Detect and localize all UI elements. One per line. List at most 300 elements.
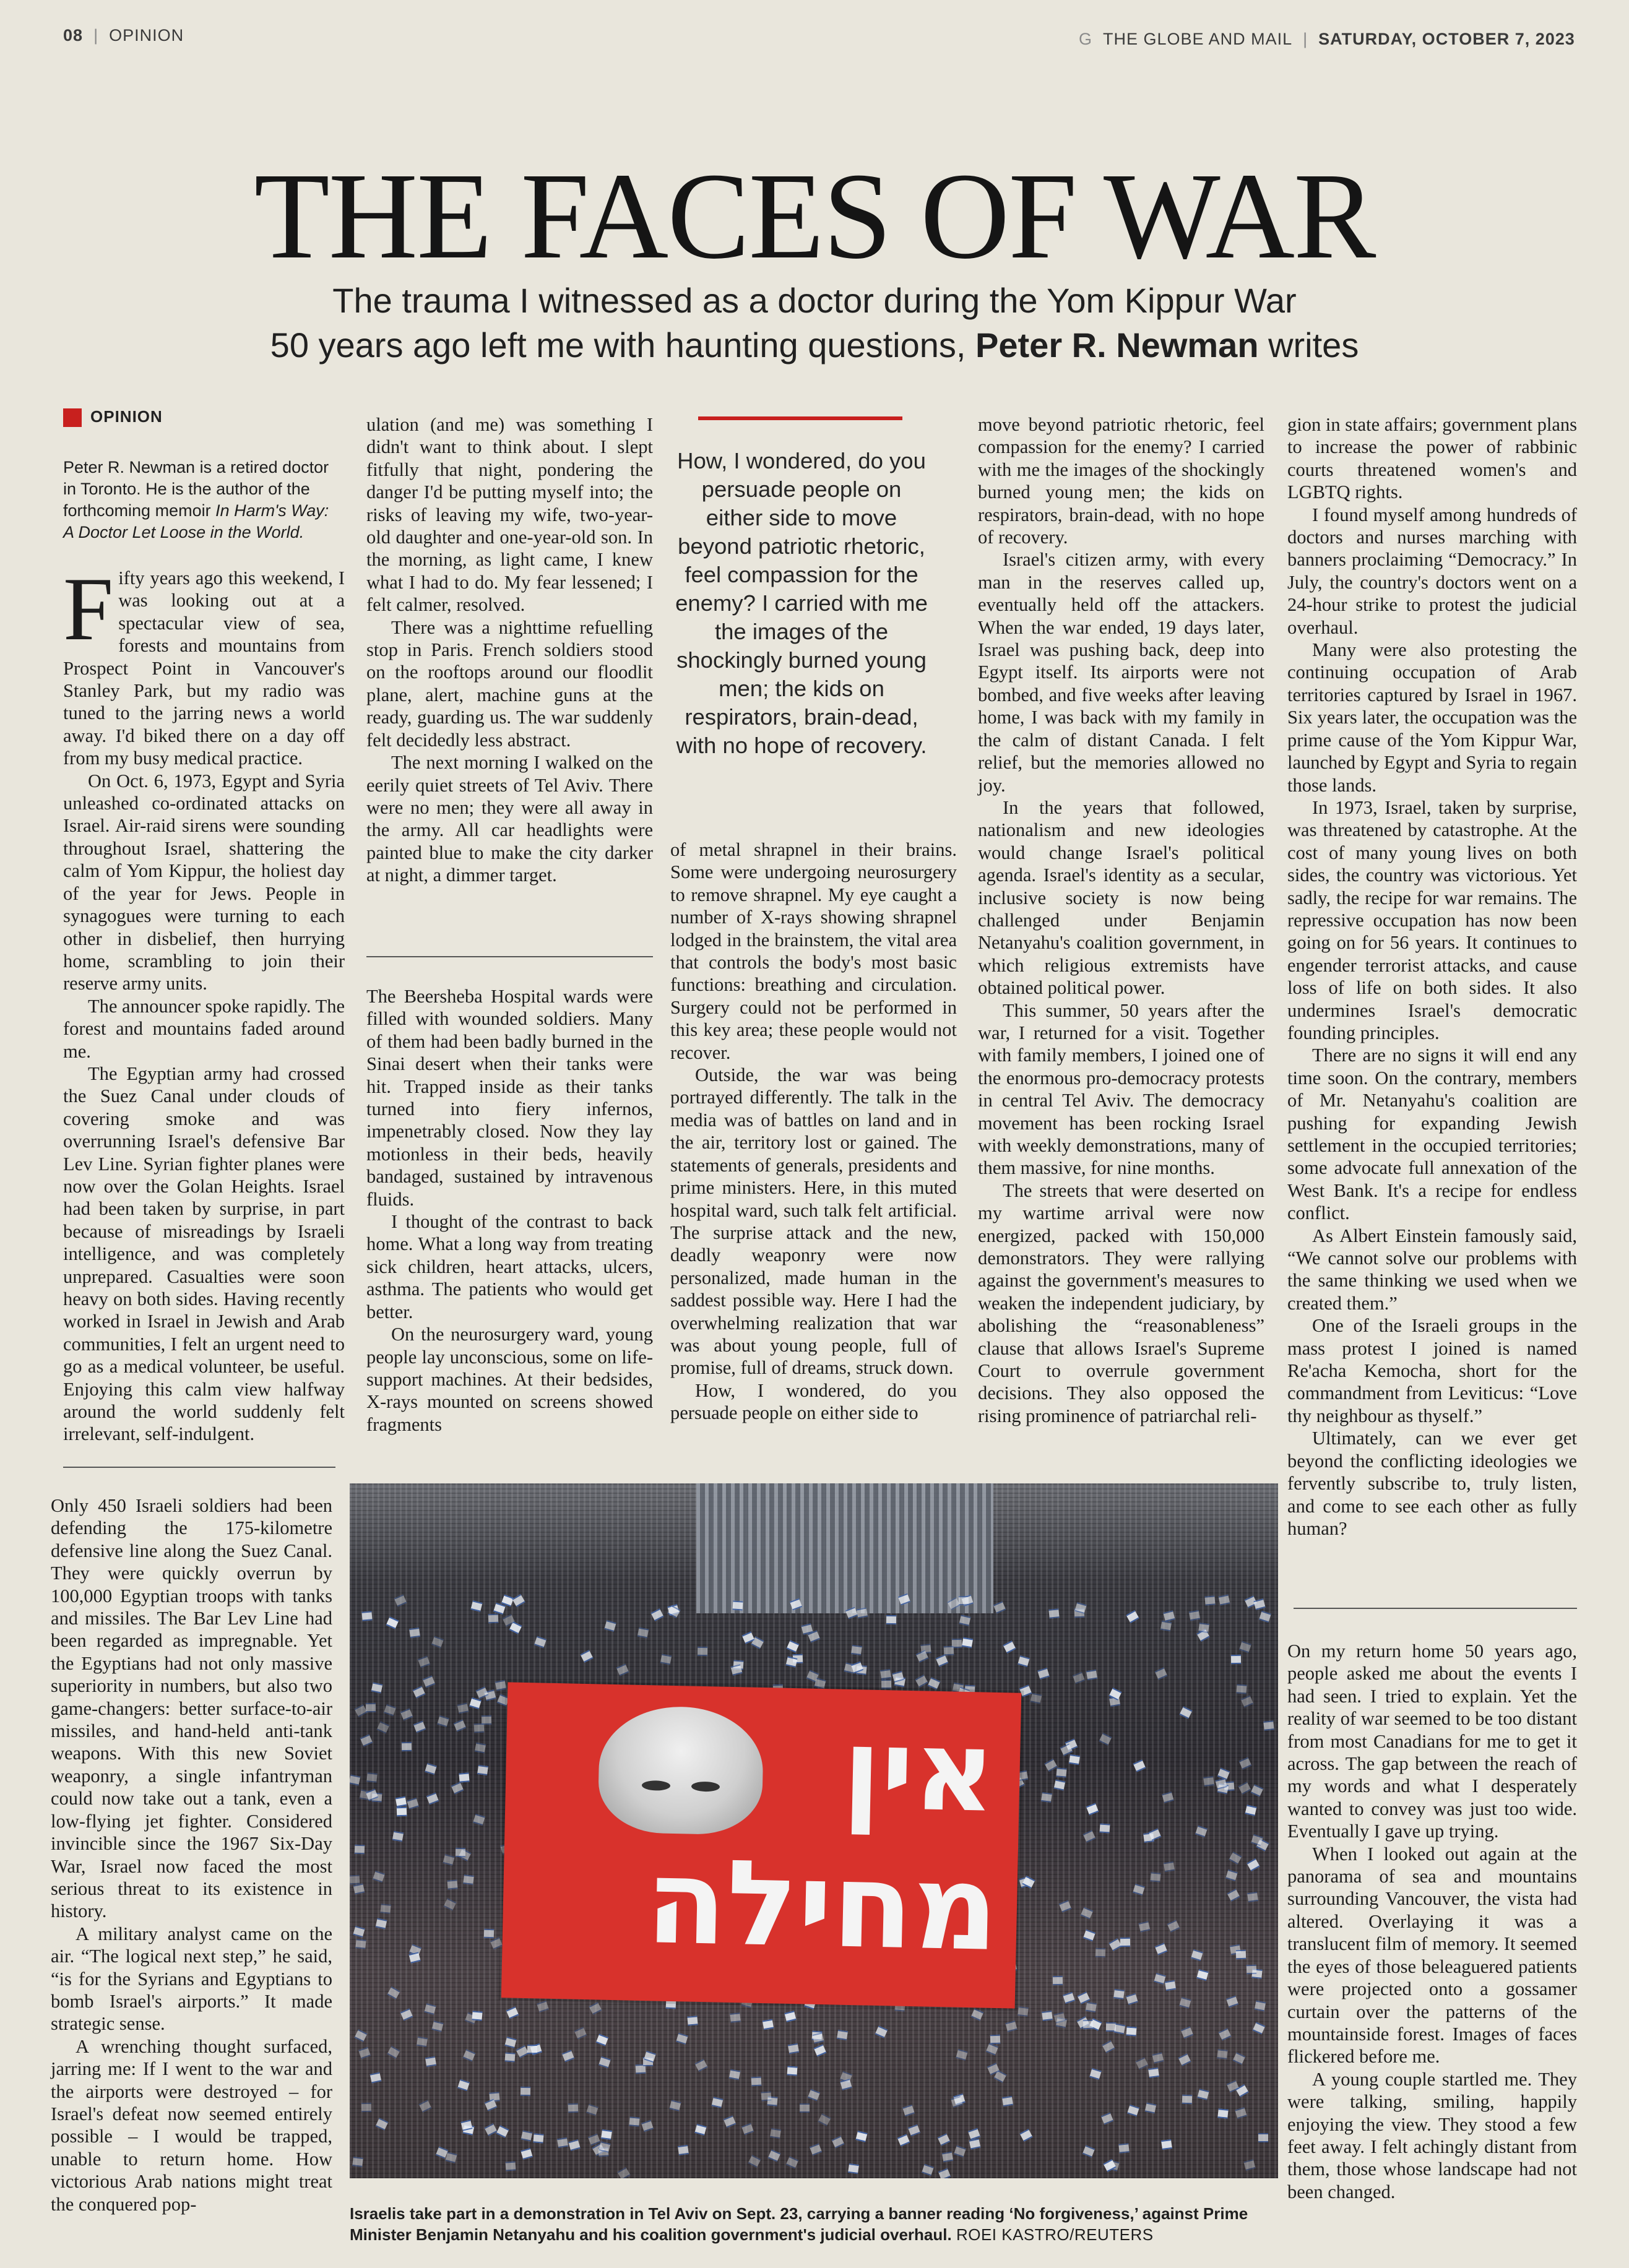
crowd-flag	[1018, 2006, 1029, 2017]
protest-photo	[350, 1483, 1278, 2178]
deck-line-2-text: 50 years ago left me with haunting questions,	[270, 326, 976, 364]
paragraph: ifty years ago this weekend, I was looking out at a spectacular view of sea, forests and mountains from Prospect Point in Vancouver's Stanley Park, but my radio was tuned to the jarring news a world away. I'd biked there on a day off from my busy medical practice.	[63, 567, 345, 769]
crowd-flag	[373, 1871, 385, 1882]
crowd-flag	[400, 1709, 413, 1721]
crowd-flag	[562, 2050, 574, 2063]
crowd-flag	[437, 1715, 449, 1727]
crowd-flag	[1113, 1989, 1125, 1999]
crowd-flag	[1239, 1641, 1251, 1653]
bio-text: Peter R. Newman is a retired doctor in Toronto. He is the author of the forthcoming memoir	[63, 458, 329, 520]
paragraph: The announcer spoke rapidly. The forest and mountains faded around me.	[63, 995, 345, 1062]
crowd-flag	[394, 1594, 407, 1606]
headline: THE FACES OF WAR	[254, 148, 1375, 285]
crowd-flag	[732, 1600, 743, 1610]
paragraph: I found myself among hundreds of doctors and nurses marching with banners proclaiming “Democracy.” In July, the country's doctors went on a 24-hour strike to protest the judicial overhaul.	[1287, 504, 1577, 638]
crowd-flag	[698, 1647, 707, 1656]
crowd-flag	[1139, 1921, 1151, 1932]
section-name: OPINION	[109, 26, 184, 45]
crowd-flag	[857, 1608, 868, 1619]
crowd-flag	[1101, 2113, 1113, 2125]
crowd-flag	[1083, 1930, 1095, 1942]
crowd-flag	[1054, 1780, 1066, 1791]
crowd-flag	[694, 2124, 706, 2136]
crowd-flag	[470, 1600, 482, 1611]
crowd-flag	[350, 1775, 360, 1786]
crowd-flag	[512, 1594, 525, 1607]
crowd-flag	[457, 2079, 470, 2091]
crowd-flag	[1082, 2145, 1095, 2158]
paragraph: One of the Israeli groups in the mass protest I joined is named Re'acha Kemocha, short for the commandment from Leviticus: “Love thy neighbour as thyself.”	[1287, 1315, 1577, 1426]
crowd-flag	[1044, 1759, 1057, 1772]
crowd-flag	[1152, 2052, 1164, 2063]
crowd-flag	[768, 2149, 781, 2162]
crowd-flag	[786, 2156, 799, 2168]
crowd-flag	[475, 1743, 486, 1754]
crowd-flag	[959, 1615, 971, 1626]
crowd-flag	[1229, 1852, 1242, 1865]
crowd-flag	[840, 2079, 852, 2090]
crowd-flag	[463, 2049, 476, 2061]
crowd-flag	[1258, 2133, 1268, 2142]
column-divider	[1294, 1608, 1577, 1609]
crowd-flag	[355, 1939, 366, 1949]
crowd-flag	[431, 2020, 443, 2032]
issue-date: SATURDAY, OCTOBER 7, 2023	[1318, 30, 1575, 48]
crowd-flag	[1150, 1872, 1160, 1882]
crowd-flag	[371, 1683, 383, 1694]
crowd-flag	[353, 1926, 365, 1938]
drop-cap: F	[63, 559, 114, 659]
crowd-flag	[1019, 2129, 1032, 2142]
crowd-flag	[800, 2103, 810, 2113]
page-header-right	[1079, 30, 1575, 49]
portrait-eye	[642, 1780, 670, 1791]
crowd-flag	[1263, 1720, 1274, 1731]
crowd-flag	[1145, 2103, 1157, 2114]
column-1	[63, 559, 345, 1446]
crowd-flag	[1231, 1655, 1241, 1664]
crowd-flag	[962, 1637, 973, 1649]
crowd-flag	[694, 2059, 707, 2072]
crowd-flag	[380, 1904, 391, 1914]
crowd-flag	[814, 1678, 826, 1689]
paragraph: When I looked out again at the panorama of sea and mountains surrounding Vancouver, the vista had altered. Overlaying it was a translucent film of memory. It seemed the eyes of those beleaguered patients were projected onto a gossamer curtain over the patterns of the mountainside forest. Images of faces flickered before me.	[1287, 1843, 1577, 2068]
crowd-flag	[942, 2152, 953, 2163]
paragraph: Ultimately, can we ever get beyond the conflicting ideologies we fervently subscribe to, truly listen, and come to see each other as fully human?	[1287, 1428, 1577, 1539]
crowd-flag	[729, 2069, 741, 2080]
crowd-flag	[1239, 1757, 1252, 1769]
crowd-flag	[604, 1620, 616, 1632]
crowd-flag	[1233, 2052, 1246, 2064]
portrait-image	[597, 1705, 764, 1835]
crowd-flag	[426, 1793, 439, 1805]
crowd-flag	[358, 2047, 371, 2059]
crowd-flag	[419, 2100, 432, 2112]
paper-name: THE GLOBE AND MAIL	[1103, 30, 1293, 48]
header-separator: |	[1297, 30, 1319, 48]
crowd-flag	[1086, 1670, 1097, 1680]
column-2	[366, 413, 653, 887]
crowd-flag	[1031, 1693, 1042, 1704]
header-separator: |	[88, 26, 110, 45]
crowd-flag	[598, 2056, 611, 2068]
crowd-flag	[1041, 1792, 1052, 1803]
crowd-flag	[596, 2034, 608, 2046]
paragraph: I thought of the contrast to back home. What a long way from treating sick children, heart attacks, ulcers, asthma. The patients who would get better.	[366, 1211, 653, 1322]
crowd-flag	[409, 1628, 420, 1638]
crowd-flag	[402, 1742, 412, 1751]
crowd-flag	[1133, 1759, 1146, 1772]
crowd-flag	[1251, 1784, 1264, 1796]
crowd-flag	[1204, 1595, 1215, 1605]
crowd-flag	[568, 2139, 581, 2151]
paragraph: The Beersheba Hospital wards were filled with wounded soldiers. Many of them had been badly burned in the Sinai desert when their tanks were hit. Trapped inside as their tanks turned into fiery infernos, impenetrably closed. Now they lay motionless in their beds, heavily bandaged, sustained by intravenous fluids.	[366, 986, 653, 1210]
crowd-flag	[537, 2001, 549, 2012]
crowd-flag	[808, 2089, 820, 2102]
crowd-flag	[848, 2163, 859, 2174]
paragraph: There was a nighttime refuelling stop in Paris. French soldiers stood on the rooftops around our floodlit plane, alert, machine guns at the ready, guarding us. The war suddenly felt decidedly less abstract.	[366, 616, 653, 751]
crowd-flag	[376, 2118, 389, 2130]
crowd-flag	[1037, 1668, 1050, 1679]
crowd-flag	[971, 2008, 984, 2020]
crowd-flag	[1195, 1826, 1208, 1837]
crowd-flag	[1155, 1943, 1167, 1955]
no-forgiveness-banner	[501, 1682, 1021, 2008]
column-5-lower	[1287, 1640, 1577, 2203]
column-2-lower	[366, 985, 653, 1436]
crowd-flag	[1225, 1869, 1238, 1881]
crowd-flag	[472, 2011, 482, 2020]
crowd-flag	[1086, 2002, 1097, 2012]
crowd-flag	[784, 2011, 796, 2022]
crowd-flag	[387, 1986, 400, 1999]
crowd-flag	[1189, 1610, 1200, 1621]
crowd-flag	[1178, 2053, 1191, 2066]
crowd-flag	[534, 1636, 547, 1648]
crowd-flag	[1086, 1803, 1099, 1816]
crowd-flag	[1162, 1792, 1174, 1803]
paragraph: gion in state affairs; government plans to increase the power of rabbinic courts threatened women's and LGBTQ rights.	[1287, 414, 1577, 503]
crowd-flag	[1102, 2040, 1115, 2053]
crowd-flag	[986, 2043, 998, 2056]
crowd-flag	[1089, 2068, 1102, 2080]
crowd-flag	[568, 2103, 579, 2113]
crowd-flag	[397, 1807, 407, 1817]
page-number: 08	[63, 26, 84, 45]
pull-quote-rule	[698, 416, 902, 420]
crowd-flag	[360, 1734, 373, 1746]
crowd-flag	[1203, 1776, 1214, 1787]
crowd-flag	[1048, 1608, 1059, 1619]
crowd-flag	[1243, 2159, 1255, 2171]
pull-quote: How, I wondered, do you persuade people on either side to move beyond patriotic rhetoric, feel compassion for the enemy? I carried with me the images of the shockingly burned young men; the kids on respirators, brain-dead, with no hope of recovery.	[675, 448, 928, 758]
paragraph: A military analyst came on the air. “The logical next step,” he said, “is for the Syrians and Egyptians to bomb Israel's airports.” It made strategic sense.	[51, 1923, 332, 2035]
paragraph: ulation (and me) was something I didn't want to think about. I slept fitfully that night, pondering the danger I'd be putting myself into; the risks of leaving my wife, two-year-old daughter and one-year-old son. In the morning, as light came, I knew what I had to do. My fear lessened; I felt calmer, resolved.	[366, 414, 653, 616]
crowd-flag	[1095, 1948, 1106, 1958]
crowd-flag	[1059, 1900, 1071, 1913]
crowd-flag	[1018, 1655, 1030, 1667]
crowd-flag	[1155, 1667, 1168, 1679]
crowd-flag	[813, 2032, 824, 2043]
crowd-flag	[425, 2056, 436, 2067]
crowd-flag	[1056, 1767, 1066, 1777]
crowd-flag	[1099, 1733, 1112, 1745]
crowd-flag	[586, 2104, 598, 2116]
page-header-left	[63, 26, 184, 45]
column-4	[978, 413, 1264, 1427]
crowd-flag	[1245, 1804, 1257, 1816]
crowd-flag	[1235, 2107, 1247, 2119]
column-3	[670, 839, 957, 1425]
crowd-flag	[447, 1879, 457, 1889]
crowd-flag	[1198, 1623, 1209, 1633]
crowd-flag	[387, 2046, 400, 2059]
crowd-flag	[353, 1884, 365, 1895]
author-name: Peter R. Newman	[975, 326, 1259, 364]
crowd-flag	[407, 1798, 419, 1809]
crowd-flag	[875, 2025, 888, 2038]
crowd-flag	[1126, 1993, 1138, 2005]
crowd-flag	[504, 2037, 516, 2048]
crowd-flag	[1247, 1892, 1258, 1902]
crowd-flag	[423, 1676, 435, 1688]
crowd-flag	[855, 2131, 867, 2142]
paragraph: of metal shrapnel in their brains. Some were undergoing neurosurgery to remove shrapnel. My eye caught a number of X-rays showing shrapnel lodged in the brainstem, the vital area that controls the body's most basic functions: breathing and circulation. Surgery could not be performed in this key area; these people would not recover.	[670, 839, 957, 1063]
crowd-flag	[1154, 1973, 1166, 1985]
crowd-flag	[352, 2157, 363, 2167]
crowd-flag	[938, 2168, 951, 2178]
crowd-flag	[637, 1628, 649, 1639]
crowd-flag	[366, 1703, 376, 1712]
crowd-flag	[1247, 1858, 1260, 1871]
crowd-flag	[641, 2120, 654, 2132]
crowd-flag	[580, 1650, 593, 1663]
crowd-flag	[1073, 1672, 1085, 1684]
crowd-flag	[761, 2091, 771, 2101]
paragraph: A wrenching thought surfaced, jarring me: If I went to the war and the airports were destroyed – for Israel's defeat now seemed entirely possible – I would be trapped, unable to return home. How victorious Arab nations might treat the conquered pop-	[51, 2035, 332, 2215]
crowd-flag	[370, 2072, 382, 2084]
crowd-flag	[1191, 1949, 1203, 1961]
crowd-flag	[506, 2006, 519, 2019]
paragraph: Outside, the war was being portrayed differently. The talk in the media was of battles on land and in the air, territory lost or gained. The statements of generals, presidents and prime ministers. Here, in this muted hospital ward, such talk felt artificial. The surprise attack and the new, deadly weaponry were now personalized, made human in the saddest possible way. Here I had the overwhelming realization that war was about young people, full of promise, full of dreams, struck down.	[670, 1064, 957, 1379]
crowd-flag	[1053, 1976, 1063, 1985]
crowd-flag	[417, 2037, 428, 2047]
lead-paragraph	[63, 559, 345, 770]
crowd-flag	[908, 2124, 920, 2137]
crowd-flag	[1164, 1861, 1175, 1872]
crowd-flag	[1148, 2068, 1159, 2078]
crowd-flag	[788, 2043, 799, 2055]
crowd-flag	[1167, 1920, 1180, 1932]
crowd-flag	[886, 1615, 896, 1624]
crowd-flag	[1238, 1782, 1251, 1795]
crowd-flag	[1227, 1889, 1240, 1902]
crowd-flag	[355, 2029, 368, 2042]
crowd-flag	[589, 2002, 602, 2015]
crowd-flag	[400, 2008, 413, 2020]
crowd-flag	[1196, 1969, 1208, 1981]
paragraph: The streets that were deserted on my wartime arrival were now energized, packed with 150,000 demonstrators. They were rallying against the government's measures to weaken the independent judiciary, by abolishing the “reasonableness” clause that allows Israel's Supreme Court to overrule government decisions. They also opposed the rising prominence of patriarchal reli-	[978, 1179, 1264, 1426]
crowd-flag	[954, 2145, 966, 2157]
paragraph: Only 450 Israeli soldiers had been defending the 175-kilometre defensive line along the Suez Canal. They were quickly overrun by 100,000 Egyptian troops with tanks and missiles. The Bar Lev Line had been regarded as impregnable. Yet the Egyptians had not only massive superiority in numbers, but also two game-changers: better surface-to-air missiles, and hand-held anti-tank weapons. With this new Soviet weaponry, a single infantryman could now take out a tank, even a low-flying jet fighter. Considered invincible since the 1967 Six-Day War, Israel now faced the most serious threat to its existence in history.	[51, 1495, 332, 1922]
crowd-flag	[1083, 2020, 1094, 2030]
crowd-flag	[521, 2087, 530, 2096]
crowd-flag	[527, 2045, 537, 2054]
crowd-flag	[601, 2129, 612, 2140]
stage-structure	[696, 1483, 993, 1613]
crowd-flag	[730, 2012, 740, 2023]
opinion-tag-label: OPINION	[90, 407, 163, 426]
crowd-flag	[851, 1645, 862, 1655]
crowd-flag	[712, 2097, 724, 2108]
crowd-flag	[463, 1874, 474, 1885]
paragraph: As Albert Einstein famously said, “We cannot solve our problems with the same thinking we used when we created them.”	[1287, 1225, 1577, 1314]
column-divider	[63, 1467, 335, 1468]
crowd-flag	[495, 1680, 507, 1691]
crowd-flag	[477, 1765, 488, 1775]
crowd-flag	[413, 1721, 426, 1733]
portrait-eye	[691, 1782, 720, 1792]
caption-text: Israelis take part in a demonstration in Tel Aviv on Sept. 23, carrying a banner reading ‘No forgiveness,’ against Prime Minister Benjamin Netanyahu and his coalition government's judicial overhaul.	[350, 2204, 1248, 2244]
crowd-flag	[384, 1704, 396, 1716]
crowd-flag	[1180, 1706, 1193, 1718]
paragraph: Many were also protesting the continuing occupation of Arab territories captured by Israel in 1967. Six years later, the occupation was the prime cause of the Yom Kippur War, launched by Egypt and Syria to regain those lands.	[1287, 639, 1577, 796]
crowd-flag	[881, 1679, 891, 1689]
paragraph: move beyond patriotic rhetoric, feel compassion for the enemy? I carried with me the images of the shockingly burned young men; the kids on respirators, brain-dead, with no hope of recovery.	[978, 414, 1264, 548]
crowd-flag	[418, 1656, 430, 1668]
crowd-flag	[832, 2136, 845, 2148]
paragraph: In the years that followed, nationalism and new ideologies would change Israel's political agenda. Israel's identity as a secular, inclusive society is now being challenged under Benjamin Netanyahu's coalition government, in which religious extremists have obtained political power.	[978, 796, 1264, 999]
crowd-flag	[456, 1848, 465, 1857]
crowd-flag	[786, 1656, 798, 1667]
crowd-flag	[1099, 1823, 1110, 1833]
crowd-flag	[1136, 2057, 1149, 2069]
crowd-flag	[1219, 2028, 1232, 2040]
crowd-flag	[902, 2105, 915, 2116]
column-1-lower	[51, 1494, 332, 2215]
crowd-flag	[1069, 1754, 1080, 1765]
crowd-flag	[505, 2161, 516, 2171]
crowd-flag	[669, 2100, 681, 2111]
crowd-flag	[1236, 1950, 1247, 1960]
crowd-flag	[741, 2123, 754, 2136]
paragraph: On the neurosurgery ward, young people lay unconscious, some on life-support machines. At their bedsides, X-rays mounted on screens showed fragments	[366, 1324, 653, 1435]
crowd-flag	[490, 1937, 503, 1949]
author-bio	[63, 457, 335, 543]
crowd-flag	[770, 2128, 781, 2139]
crowd-flag	[676, 2033, 688, 2045]
globe-logo-mark: G	[1079, 30, 1093, 48]
crowd-flag	[1181, 2027, 1193, 2039]
crowd-flag	[922, 2164, 934, 2176]
crowd-flag	[1226, 1996, 1238, 2007]
crowd-flag	[837, 2030, 848, 2040]
crowd-flag	[413, 1686, 426, 1698]
crowd-flag	[1253, 1598, 1265, 1610]
crowd-flag	[1161, 2139, 1172, 2150]
crowd-flag	[787, 1640, 800, 1652]
crowd-flag	[355, 1845, 365, 1855]
crowd-flag	[1126, 2026, 1136, 2036]
crowd-flag	[361, 1611, 372, 1621]
crowd-flag	[1217, 2049, 1227, 2059]
crowd-flag	[473, 1814, 485, 1826]
crowd-flag	[557, 2137, 568, 2148]
crowd-flag	[617, 2167, 630, 2178]
crowd-flag	[350, 1875, 360, 1885]
crowd-flag	[444, 1898, 457, 1910]
crowd-flag	[533, 2133, 543, 2143]
crowd-flag	[454, 1719, 467, 1731]
crowd-flag	[993, 1601, 1006, 1613]
crowd-flag	[990, 2035, 1001, 2045]
crowd-flag	[959, 1596, 969, 1606]
crowd-flag	[1247, 1965, 1257, 1975]
crowd-flag	[897, 2134, 910, 2146]
crowd-flag	[1003, 1641, 1016, 1654]
crowd-flag	[660, 1654, 672, 1665]
crowd-flag	[810, 2144, 822, 2156]
crowd-flag	[915, 1675, 928, 1688]
crowd-flag	[1063, 1992, 1075, 2004]
bio-book-title: In Harm's Way: A Doctor Let Loose in the World.	[63, 501, 329, 541]
crowd-flag	[457, 1703, 469, 1714]
crowd-flag	[1118, 2143, 1129, 2154]
crowd-flag	[424, 2003, 436, 2015]
paragraph: On Oct. 6, 1973, Egypt and Syria unleashed co-ordinated attacks on Israel. Air-raid sirens were sounding throughout Israel, shattering the calm of Yom Kippur, the holiest day of the year for Jews. People in synagogues were turning to each other in disbelief, then hurrying home, scrambling to join their reserve army units.	[63, 770, 345, 994]
opinion-tag	[63, 407, 163, 427]
crowd-flag	[521, 2131, 533, 2142]
crowd-flag	[787, 2066, 797, 2076]
crowd-flag	[361, 2103, 371, 2112]
deck-line-2-suffix: writes	[1258, 326, 1359, 364]
crowd-flag	[730, 1664, 742, 1675]
crowd-flag	[1081, 1907, 1094, 1919]
opinion-tag-marker	[63, 408, 82, 427]
crowd-flag	[748, 2155, 761, 2168]
paragraph: This summer, 50 years after the war, I returned for a visit. Together with family members, I joined one of the enormous pro-democracy protests in central Tel Aviv. The democracy movement has been rocking Israel with weekly demonstrations, many of them massive, for nine months.	[978, 999, 1264, 1179]
crowd-flag	[616, 1663, 629, 1676]
crowd-flag	[724, 2116, 736, 2128]
crowd-flag	[880, 1669, 891, 1679]
crowd-flag	[459, 1772, 469, 1782]
crowd-flag	[574, 2027, 587, 2039]
paragraph: The next morning I walked on the eerily quiet streets of Tel Aviv. There were no men; they were all away in the army. All car headlights were painted blue to make the city darker at night, a dimmer target.	[366, 752, 653, 886]
crowd-flag	[1042, 2011, 1053, 2021]
photo-credit: ROEI KASTRO/REUTERS	[956, 2225, 1154, 2244]
crowd-flag	[469, 1697, 482, 1709]
crowd-flag	[493, 1603, 506, 1615]
crowd-flag	[1126, 1610, 1139, 1623]
paragraph: In 1973, Israel, taken by surprise, was threatened by catastrophe. At the cost of many young lives on both sides, the country was victorious. Yet sadly, the recipe for war remains. The repressive occupation has now been going on for 56 years. It continues to engender terrorist attacks, and cause loss of life on both sides. It also undermines Israel's democratic founding principles.	[1287, 796, 1577, 1043]
banner-text-line-2: מחילה	[644, 1833, 1000, 1978]
crowd-flag	[484, 1929, 495, 1939]
crowd-flag	[408, 1952, 420, 1963]
crowd-flag	[1127, 2105, 1139, 2116]
crowd-flag	[1002, 2096, 1013, 2106]
crowd-flag	[751, 2077, 762, 2087]
paragraph: There are no signs it will end any time soon. On the contrary, members of Mr. Netanyahu's coalition are pushing for expanding Jewish settlement in the occupied territories; some advocate full annexation of the West Bank. It's a recipe for endless conflict.	[1287, 1045, 1577, 1224]
banner-text-line-1: אין	[841, 1704, 996, 1837]
crowd-flag	[956, 2049, 968, 2061]
crowd-flag	[395, 1796, 407, 1808]
crowd-flag	[1179, 1997, 1191, 2009]
crowd-flag	[1163, 1610, 1175, 1621]
crowd-flag	[678, 2145, 689, 2155]
crowd-flag	[814, 2044, 827, 2056]
crowd-flag	[386, 1616, 399, 1629]
crowd-flag	[969, 2139, 981, 2150]
